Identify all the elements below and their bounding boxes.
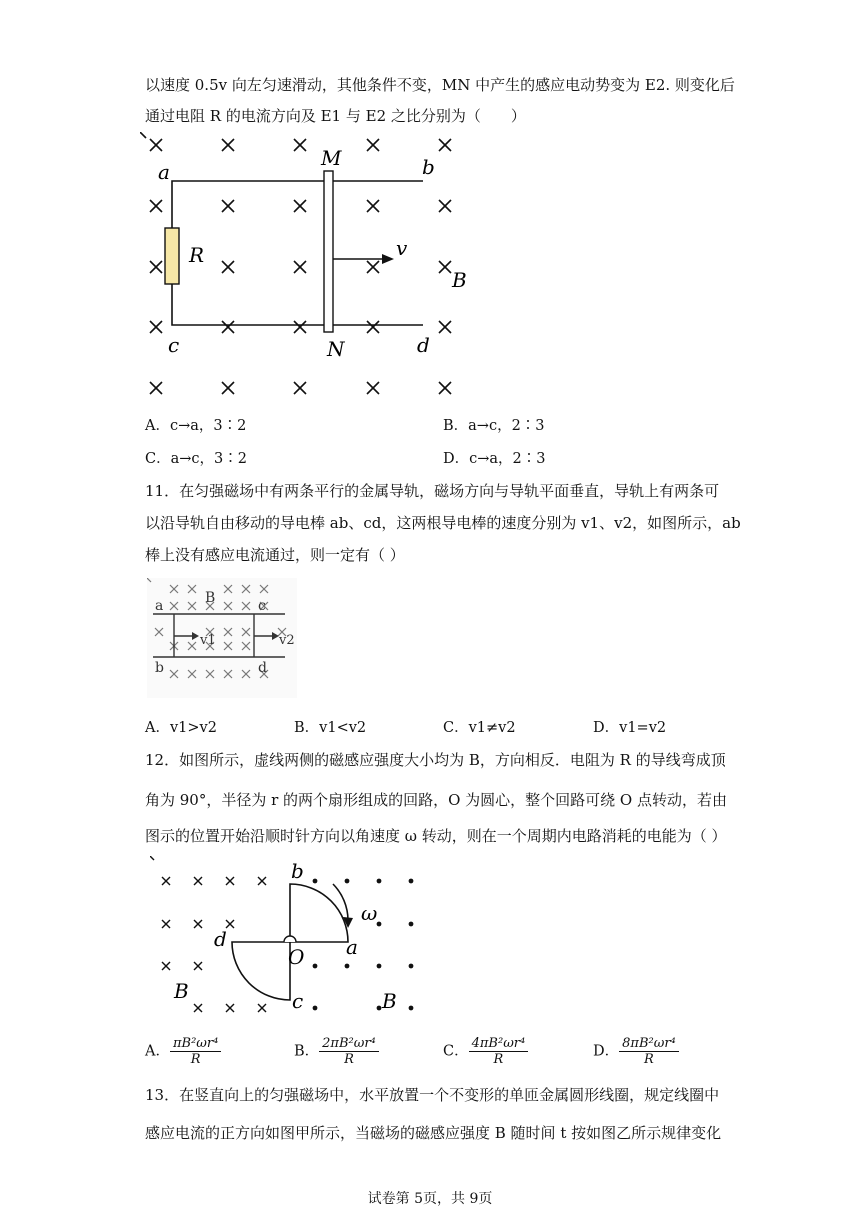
- label-v: v: [396, 236, 408, 260]
- label-b-left: B: [174, 979, 189, 1003]
- frac-denominator: R: [644, 1052, 654, 1067]
- q13-text-line2: 感应电流的正方向如图甲所示，当磁场的磁感应强度 B 随时间 t 按如图乙所示规律变化: [145, 1124, 722, 1142]
- frac-denominator: R: [493, 1052, 504, 1067]
- q12-option-b[interactable]: [294, 1036, 379, 1067]
- label-v2: v2: [279, 633, 295, 648]
- option-letter: D．: [593, 1043, 620, 1060]
- q10-option-d[interactable]: D．c→a，2∶3: [443, 451, 546, 467]
- velocity-arrow: [333, 254, 394, 264]
- label-c: c: [292, 989, 304, 1013]
- frac-denominator: R: [344, 1052, 354, 1067]
- label-o: O: [288, 945, 305, 969]
- q10-figure: [140, 132, 470, 406]
- label-b-right: B: [382, 989, 397, 1013]
- sector-oc-d: [232, 942, 290, 1000]
- q10-option-b[interactable]: B．a→c，2∶3: [443, 418, 545, 434]
- label-b-field: B: [205, 590, 216, 606]
- frac-numerator: 2πB²ωr⁴: [319, 1036, 379, 1052]
- label-d: d: [214, 927, 227, 951]
- label-b: b: [155, 660, 164, 676]
- frac-numerator: πB²ωr⁴: [170, 1036, 221, 1052]
- frac-numerator: 4πB²ωr⁴: [469, 1036, 529, 1052]
- option-letter: B．: [294, 1043, 320, 1060]
- label-omega: ω: [361, 901, 378, 925]
- q10-text-line1: 以速度 0.5v 向左匀速滑动，其他条件不变，MN 中产生的感应电动势变为 E2. 则变化后: [145, 76, 735, 94]
- label-d: d: [258, 660, 267, 676]
- label-b: b: [422, 155, 435, 179]
- q11-figure: [147, 578, 297, 702]
- q12-figure: [150, 856, 430, 1030]
- conductor-rod-mn: [324, 171, 333, 332]
- q11-text-line1: 11．在匀强磁场中有两条平行的金属导轨，磁场方向与导轨平面垂直，导轨上有两条可: [145, 482, 720, 500]
- label-a: a: [155, 598, 164, 614]
- label-n: N: [327, 337, 345, 361]
- q10-option-c[interactable]: C．a→c，3∶2: [145, 451, 247, 467]
- label-m: M: [321, 146, 342, 170]
- label-v1: v1: [200, 633, 216, 648]
- q11-option-a[interactable]: A．v1>v2: [145, 720, 217, 736]
- label-a: a: [158, 160, 170, 184]
- q10-option-a[interactable]: A．c→a，3∶2: [145, 418, 247, 434]
- q11-option-d[interactable]: D．v1=v2: [593, 720, 667, 736]
- page-footer: 试卷第 5页，共 9页: [367, 1191, 493, 1207]
- q12-option-d[interactable]: [593, 1036, 679, 1067]
- q10-text-line2: 通过电阻 R 的电流方向及 E1 与 E2 之比分别为（ ）: [145, 107, 526, 125]
- q12-text-line1: 12．如图所示，虚线两侧的磁感应强度大小均为 B，方向相反．电阻为 R 的导线弯成顶: [145, 751, 726, 769]
- label-c: c: [168, 333, 180, 357]
- label-b-field: B: [452, 268, 467, 292]
- q11-text-line3: 棒上没有感应电流通过，则一定有（ ）: [145, 546, 405, 564]
- frac-denominator: R: [190, 1052, 201, 1067]
- q13-text-line1: 13．在竖直向上的匀强磁场中，水平放置一个不变形的单匝金属圆形线圈，规定线圈中: [145, 1086, 720, 1104]
- frac-numerator: 8πB²ωr⁴: [619, 1036, 679, 1052]
- label-c: c: [258, 598, 266, 614]
- magnetic-field-crosses: [140, 132, 146, 138]
- label-r: R: [189, 243, 205, 267]
- q12-option-a[interactable]: [145, 1036, 221, 1067]
- label-b: b: [291, 859, 304, 883]
- q12-option-c[interactable]: [443, 1036, 528, 1067]
- label-a: a: [346, 935, 358, 959]
- q11-text-line2: 以沿导轨自由移动的导电棒 ab、cd，这两根导电棒的速度分别为 v1、v2，如图所示，ab: [145, 514, 741, 532]
- center-joint: [284, 936, 296, 942]
- option-letter: A．: [145, 1043, 170, 1060]
- q11-option-c[interactable]: C．v1≠v2: [443, 720, 516, 736]
- option-letter: C．: [443, 1043, 469, 1060]
- q12-text-line2: 角为 90°，半径为 r 的两个扇形组成的回路，O 为圆心，整个回路可绕 O 点转动，若由: [145, 791, 727, 809]
- resistor-r: [165, 228, 179, 284]
- q12-text-line3: 图示的位置开始沿顺时针方向以角速度 ω 转动，则在一个周期内电路消耗的电能为（ ）: [145, 827, 727, 845]
- q11-option-b[interactable]: B．v1<v2: [294, 720, 367, 736]
- label-d: d: [417, 333, 430, 357]
